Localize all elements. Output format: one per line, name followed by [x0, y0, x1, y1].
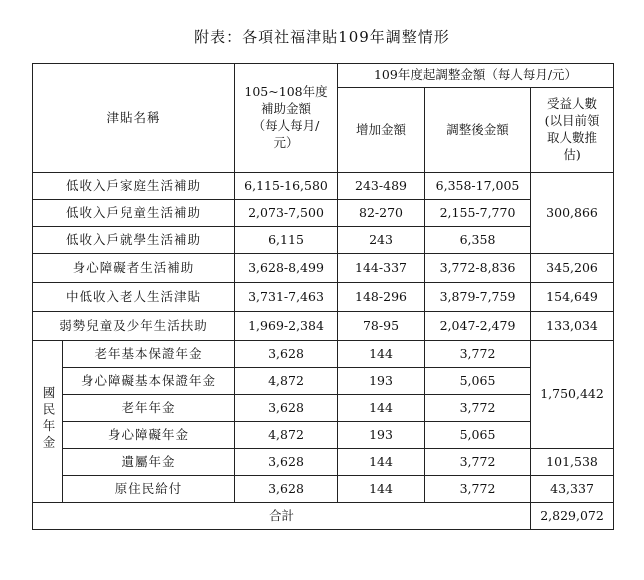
header-new-amount-group: 109年度起調整金額（每人每月/元） [338, 64, 614, 88]
table-row [33, 283, 614, 312]
row-increase: 193 [338, 368, 425, 395]
table-row [33, 200, 614, 227]
row-adjusted: 5,065 [425, 368, 531, 395]
row-adjusted: 6,358 [425, 227, 531, 254]
row-increase: 144 [338, 476, 425, 503]
row-name: 身心障礙者生活補助 [33, 254, 235, 283]
row-adjusted: 3,772 [425, 341, 531, 368]
table-row [33, 341, 614, 368]
row-old-amount: 1,969-2,384 [235, 312, 338, 341]
row-adjusted: 3,772 [425, 395, 531, 422]
row-old-amount: 3,731-7,463 [235, 283, 338, 312]
row-increase: 82-270 [338, 200, 425, 227]
page-title: 附表：各項社福津貼109年調整情形 [194, 28, 450, 46]
row-old-amount: 3,628 [235, 395, 338, 422]
row-name: 低收入戶家庭生活補助 [33, 173, 235, 200]
row-name: 遺屬年金 [63, 449, 235, 476]
pension-group-label: 國民年金 [33, 341, 63, 503]
row-increase: 144 [338, 395, 425, 422]
row-name: 原住民給付 [63, 476, 235, 503]
row-old-amount: 3,628-8,499 [235, 254, 338, 283]
row-beneficiaries: 154,649 [531, 283, 614, 312]
row-adjusted: 2,047-2,479 [425, 312, 531, 341]
row-increase: 148-296 [338, 283, 425, 312]
row-adjusted: 3,772-8,836 [425, 254, 531, 283]
row-increase: 144-337 [338, 254, 425, 283]
row-adjusted: 6,358-17,005 [425, 173, 531, 200]
table-row [33, 449, 614, 476]
row-name: 身心障礙基本保證年金 [63, 368, 235, 395]
row-beneficiaries: 133,034 [531, 312, 614, 341]
row-increase: 243-489 [338, 173, 425, 200]
row-adjusted: 5,065 [425, 422, 531, 449]
row-name: 弱勢兒童及少年生活扶助 [33, 312, 235, 341]
header-adjusted: 調整後金額 [425, 88, 531, 173]
row-old-amount: 3,628 [235, 449, 338, 476]
table-row [33, 395, 614, 422]
table-row [33, 227, 614, 254]
table-row [33, 254, 614, 283]
row-increase: 78-95 [338, 312, 425, 341]
row-adjusted: 3,772 [425, 476, 531, 503]
row-old-amount: 6,115-16,580 [235, 173, 338, 200]
row-old-amount: 2,073-7,500 [235, 200, 338, 227]
total-label: 合計 [33, 503, 531, 530]
header-increase: 增加金額 [338, 88, 425, 173]
row-adjusted: 3,879-7,759 [425, 283, 531, 312]
header-beneficiaries: 受益人數 (以目前領 取人數推 估) [531, 88, 614, 173]
row-old-amount: 3,628 [235, 476, 338, 503]
row-beneficiaries: 43,337 [531, 476, 614, 503]
row-name: 身心障礙年金 [63, 422, 235, 449]
row-adjusted: 3,772 [425, 449, 531, 476]
row-old-amount: 4,872 [235, 422, 338, 449]
row-old-amount: 4,872 [235, 368, 338, 395]
row-beneficiaries: 300,866 [531, 173, 614, 254]
row-beneficiaries: 1,750,442 [531, 341, 614, 449]
row-increase: 144 [338, 341, 425, 368]
row-old-amount: 3,628 [235, 341, 338, 368]
row-beneficiaries: 345,206 [531, 254, 614, 283]
row-name: 低收入戶兒童生活補助 [33, 200, 235, 227]
header-old-amount: 105~108年度 補助金額 （每人每月/ 元） [235, 64, 338, 173]
row-beneficiaries: 101,538 [531, 449, 614, 476]
row-name: 低收入戶就學生活補助 [33, 227, 235, 254]
row-increase: 144 [338, 449, 425, 476]
row-name: 老年基本保證年金 [63, 341, 235, 368]
row-adjusted: 2,155-7,770 [425, 200, 531, 227]
table-row [33, 368, 614, 395]
total-row [33, 503, 614, 530]
header-subsidy-name: 津貼名稱 [33, 64, 235, 173]
subsidy-table [32, 63, 614, 530]
table-row [33, 312, 614, 341]
row-old-amount: 6,115 [235, 227, 338, 254]
total-value: 2,829,072 [531, 503, 614, 530]
table-row [33, 173, 614, 200]
row-increase: 193 [338, 422, 425, 449]
table-row [33, 476, 614, 503]
row-increase: 243 [338, 227, 425, 254]
row-name: 老年年金 [63, 395, 235, 422]
table-row [33, 422, 614, 449]
row-name: 中低收入老人生活津貼 [33, 283, 235, 312]
